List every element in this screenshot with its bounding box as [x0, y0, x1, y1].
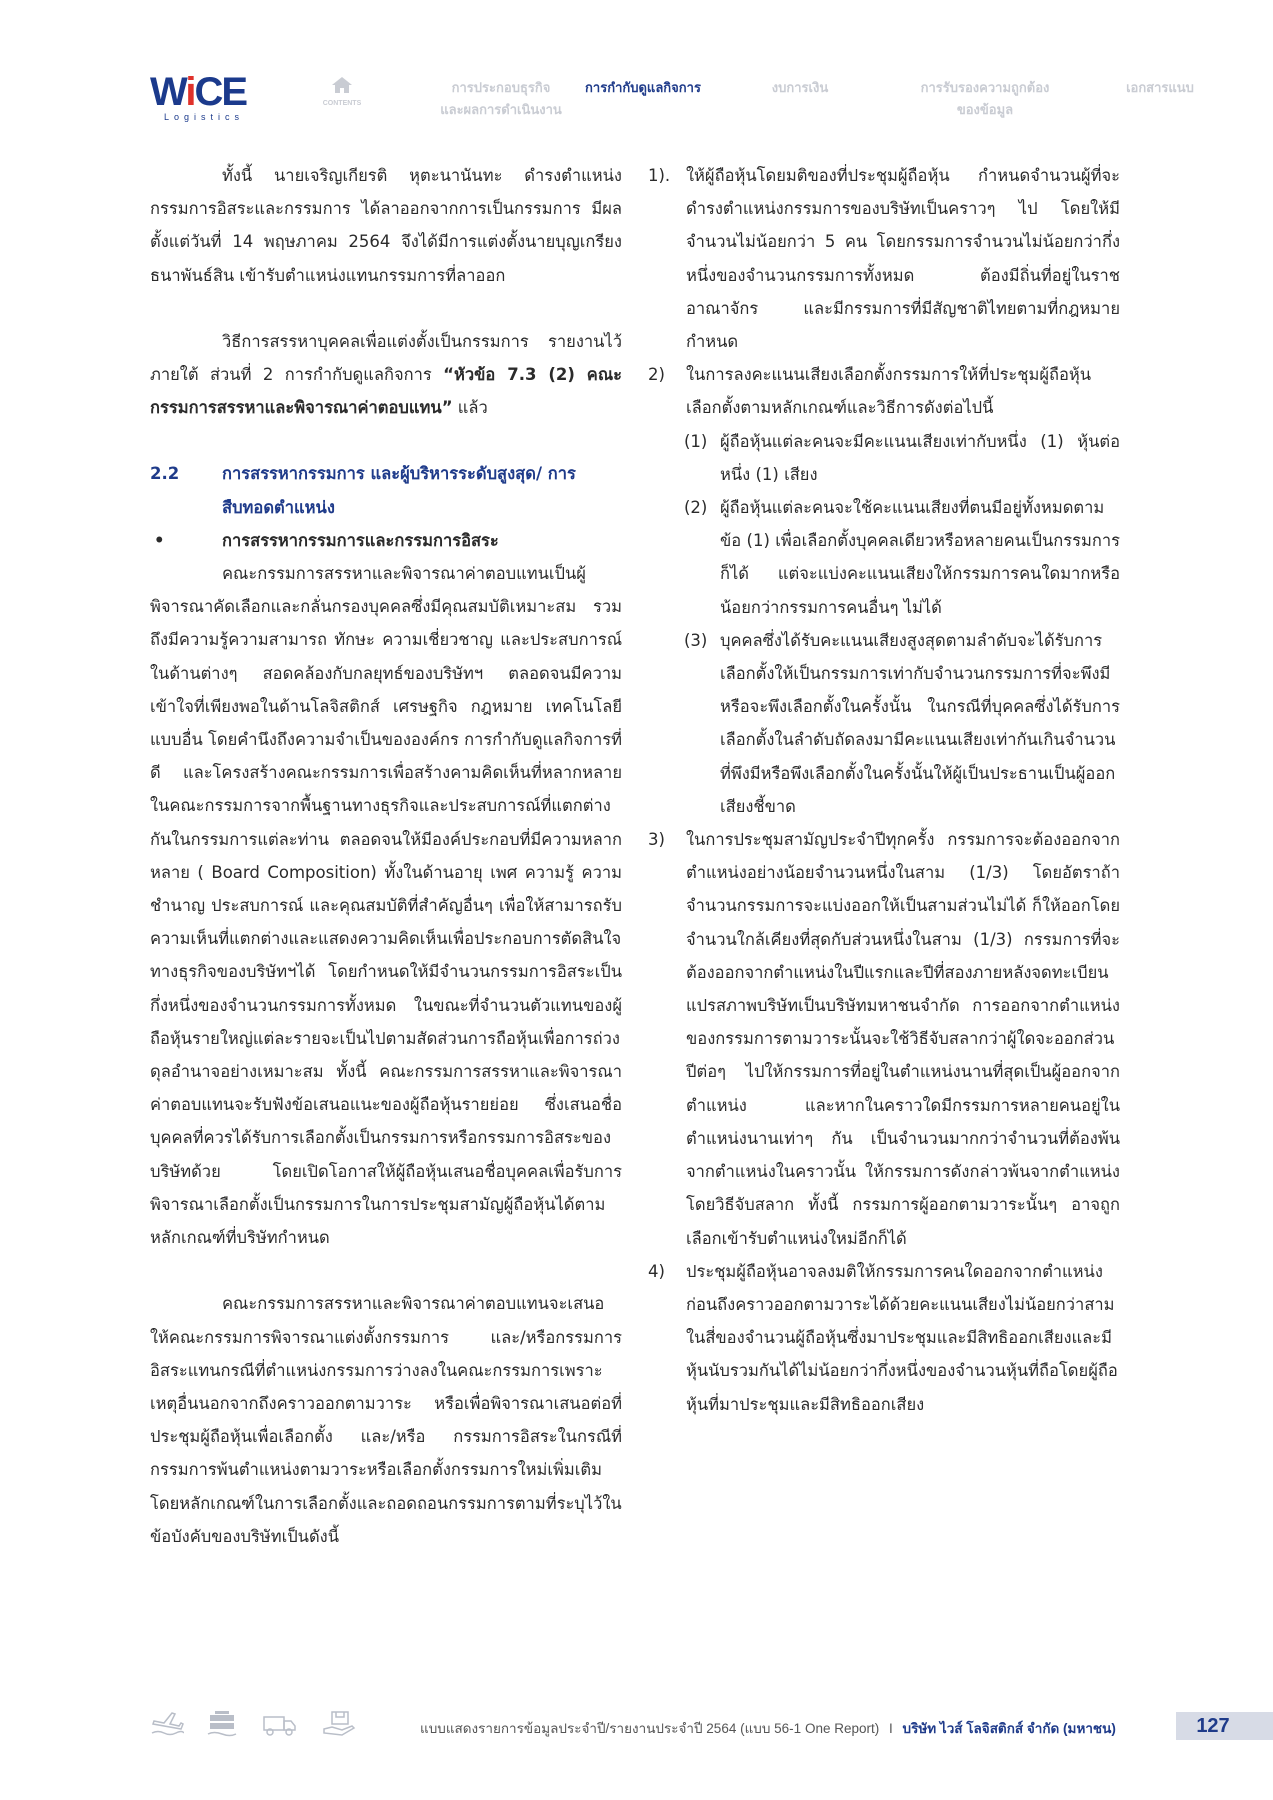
footer-separator: I: [889, 1721, 893, 1736]
logo-wordmark: WiCE: [150, 70, 247, 114]
footer-report-title: แบบแสดงรายการข้อมูลประจำปี/รายงานประจำปี 2564 (แบบ 56-1 One Report) I บริษัท ไวส์ โลจิสติกส์ จำกัด (มหาชน): [420, 1721, 1116, 1736]
paragraph-appointment-process: คณะกรรมการสรรหาและพิจารณาค่าตอบแทนจะเสนอให้คณะกรรมการพิจารณาแต่งตั้งกรรมการ และ/หรือกรรมการอิสระแทนกรณีที่ตำแหน่งกรรมการว่างลงในคณะกรรมการเพราะเหตุอื่นนอกจากถึงคราวออกตามวาระ หรือเพื่อพิจารณาเสนอต่อที่ประชุมผู้ถือหุ้นเพื่อเลือกตั้ง และ/หรือ กรรมการอิสระในกรณีที่กรรมการพ้นตำแหน่งตามวาระหรือเลือกตั้งกรรมการใหม่เพิ่มเติม โดยหลักเกณฑ์ในการเลือกตั้งและถอดถอนกรรมการตามที่ระบุไว้ในข้อบังคับของบริษัทเป็นดังนี้: [150, 1294, 622, 1546]
nav-tab-financial-statements[interactable]: งบการเงิน: [771, 80, 829, 95]
page-number: 127: [1196, 1715, 1230, 1737]
contents-home-button[interactable]: [322, 76, 362, 107]
list-item: 2) ในการลงคะแนนเสียงเลือกตั้งกรรมการให้ที่ประชุมผู้ถือหุ้นเลือกตั้งตามหลักเกณฑ์และวิธีการดังต่อไปนี้: [648, 365, 1092, 418]
sub-list-item: (3) บุคคลซึ่งได้รับคะแนนเสียงสูงสุดตามลำดับจะได้รับการเลือกตั้งให้เป็นกรรมการเท่ากับจำนวนกรรมการที่จะพึงมีหรือจะพึงเลือกตั้งในครั้งนั้น ในกรณีที่บุคคลซึ่งได้รับการเลือกตั้งในลำดับถัดลงมามีคะแนนเสียงเท่ากันเกินจำนวนที่พึงมีหรือพึงเลือกตั้งในครั้งนั้นให้ผู้เป็นประธานเป็นผู้ออกเสียงชี้ขาด: [684, 630, 1120, 816]
list-item: 3) ในการประชุมสามัญประจำปีทุกครั้ง กรรมการจะต้องออกจากตำแหน่งอย่างน้อยจำนวนหนึ่งในสาม (1/3) โดยอัตราถ้าจำนวนกรรมการจะแบ่งออกให้เป็นสามส่วนไม่ได้ ก็ให้ออกโดยจำนวนใกล้เคียงที่สุดกับส่วนหนึ่งในสาม (1/3) กรรมการที่จะต้องออกจากตำแหน่งในปีแรกและปีที่สองภายหลังจดทะเบียนแปรสภาพบริษัทเป็นบริษัทมหาชนจำกัด การออกจากตำแหน่งของกรรมการตามวาระนั้นจะใช้วิธีจับสลากว่าผู้ใดจะออกส่วนปีต่อๆ ไปให้กรรมการที่อยู่ในตำแหน่งนานที่สุดเป็นผู้ออกจากตำแหน่ง และหากในคราวใดมีกรรมการหลายคนอยู่ในตำแหน่งนานเท่าๆ กัน เป็นจำนวนมากกว่าจำนวนที่ต้องพ้นจากตำแหน่งในคราวนั้น ให้กรรมการดังกล่าวพ้นจากตำแหน่งโดยวิธีจับสลาก ทั้งนี้ กรรมการผู้ออกตามวาระนั้นๆ อาจถูกเลือกเข้ารับตำแหน่งใหม่อีกก็ได้: [648, 830, 1120, 1248]
right-column: [648, 159, 1120, 1421]
warehouse-box-icon: [322, 1709, 356, 1739]
footer-company-name: บริษัท ไวส์ โลจิสติกส์ จำกัด (มหาชน): [902, 1721, 1116, 1736]
list-item: 4) ประชุมผู้ถือหุ้นอาจลงมติให้กรรมการคนใดออกจากตำแหน่งก่อนถึงคราวออกตามวาระได้ด้วยคะแนนเสียงไม่น้อยกว่าสามในสี่ของจำนวนผู้ถือหุ้นซึ่งมาประชุมและมีสิทธิออกเสียงและมีหุ้นนับรวมกันได้ไม่น้อยกว่ากึ่งหนึ่งของจำนวนหุ้นที่ถือโดยผู้ถือหุ้นที่มาประชุมและมีสิทธิออกเสียง: [648, 1261, 1118, 1414]
nav-tab-attachments[interactable]: เอกสารแนบ: [1126, 80, 1194, 95]
nav-tab-business[interactable]: การประกอบธุรกิจ และผลการดำเนินงาน: [440, 80, 562, 117]
reference-link-text: “หัวข้อ 7.3 (2) คณะกรรมการสรรหาและพิจารณาค่าตอบแทน”: [150, 365, 622, 418]
bullet-icon: •: [154, 530, 165, 550]
left-column: [150, 159, 622, 1553]
company-logo[interactable]: [150, 70, 247, 122]
contents-label: CONTENTS: [322, 100, 362, 107]
nav-tab-governance[interactable]: การกำกับดูแลกิจการ: [585, 80, 701, 95]
port-crane-icon: [206, 1709, 238, 1739]
truck-icon: [262, 1709, 298, 1739]
nav-tab-certification[interactable]: การรับรองความถูกต้อง ของข้อมูล: [920, 80, 1050, 117]
sub-list-item: (2) ผู้ถือหุ้นแต่ละคนจะใช้คะแนนเสียงที่ตนมีอยู่ทั้งหมดตามข้อ (1) เพื่อเลือกตั้งบุคคลเดียวหรือหลายคนเป็นกรรมการก็ได้ แต่จะแบ่งคะแนนเสียงให้กรรมการคนใดมากหรือน้อยกว่ากรรมการคนอื่นๆ ไม่ได้: [684, 498, 1120, 617]
section-number: 2.2: [150, 464, 180, 484]
sub-list-item: (1) ผู้ถือหุ้นแต่ละคนจะมีคะแนนเสียงเท่ากับหนึ่ง (1) หุ้นต่อหนึ่ง (1) เสียง: [684, 431, 1120, 484]
list-item: 1). ให้ผู้ถือหุ้นโดยมติของที่ประชุมผู้ถือหุ้น กำหนดจำนวนผู้ที่จะดำรงตำแหน่งกรรมการของบริษัทเป็นคราวๆ ไป โดยให้มีจำนวนไม่น้อยกว่า 5 คน โดยกรรมการจำนวนไม่น้อยกว่ากึ่งหนึ่งของจำนวนกรรมการทั้งหมด ต้องมีถิ่นที่อยู่ในราชอาณาจักร และมีกรรมการที่มีสัญชาติไทยตามที่กฎหมายกำหนด: [648, 166, 1120, 352]
logo-subtitle: Logistics: [164, 112, 245, 122]
paragraph-director-resignation: ทั้งนี้ นายเจริญเกียรติ หุตะนานันทะ ดำรงตำแหน่งกรรมการอิสระและกรรมการ ได้ลาออกจากการเป็นกรรมการ มีผลตั้งแต่วันที่ 14 พฤษภาคม 2564 จึงได้มีการแต่งตั้งนายบุญเกรียง ธนาพันธ์สิน เข้ารับตำแหน่งแทนกรรมการที่ลาออก: [150, 166, 622, 285]
bullet-heading: [150, 524, 622, 557]
section-heading-2-2: [150, 457, 622, 523]
paragraph-nomination-criteria: คณะกรรมการสรรหาและพิจารณาค่าตอบแทนเป็นผู้พิจารณาคัดเลือกและกลั่นกรองบุคคลซึ่งมีคุณสมบัติเหมาะสม รวมถึงมีความรู้ความสามารถ ทักษะ ความเชี่ยวชาญ และประสบการณ์ในด้านต่างๆ สอดคล้องกับกลยุทธ์ของบริษัทฯ ตลอดจนมีความเข้าใจที่เพียงพอในด้านโลจิสติกส์ เศรษฐกิจ กฎหมาย เทคโนโลยี แบบอื่น โดยคำนึงถึงความจำเป็นขององค์กร การกำกับดูแลกิจการที่ดี และโครงสร้างคณะกรรมการเพื่อสร้างคามคิดเห็นที่หลากหลายในคณะกรรมการจากพื้นฐานทางธุรกิจและประสบการณ์ที่แตกต่างกันในกรรมการแต่ละท่าน ตลอดจนให้มีองค์ประกอบที่มีความหลากหลาย ( Board Composition) ทั้งในด้านอายุ เพศ ความรู้ ความชำนาญ ประสบการณ์ และคุณสมบัติที่สำคัญอื่นๆ เพื่อให้สามารถรับความเห็นที่แตกต่างและแสดงความคิดเห็นเพื่อประกอบการตัดสินใจทางธุรกิจของบริษัทฯได้ โดยกำหนดให้มีจำนวนกรรมการอิสระเป็นกึ่งหนึ่งของจำนวนกรรมการทั้งหมด ในขณะที่จำนวนตัวแทนของผู้ถือหุ้นรายใหญ่แต่ละรายจะเป็นไปตามสัดส่วนการถือหุ้นเพื่อการถ่วงดุลอำนาจอย่างเหมาะสม ทั้งนี้ คณะกรรมการสรรหาและพิจารณาค่าตอบแทนจะรับฟังข้อเสนอแนะของผู้ถือหุ้นรายย่อย ซึ่งเสนอชื่อบุคคลที่ควรได้รับการเลือกตั้งเป็นกรรมการหรือกรรมการอิสระของบริษัทด้วย โดยเปิดโอกาสให้ผู้ถือหุ้นเสนอชื่อบุคคลเพื่อรับการพิจารณาเลือกตั้งเป็นกรรมการในการประชุมสามัญผู้ถือหุ้นได้ตามหลักเกณฑ์ที่บริษัทกำหนด: [150, 564, 623, 1248]
home-icon: [331, 76, 353, 94]
bullet-title: การสรรหากรรมการและกรรมการอิสระ: [222, 530, 499, 550]
paragraph-nomination-reference: วิธีการสรรหาบุคคลเพื่อแต่งตั้งเป็นกรรมการ รายงานไว้ภายใต้ ส่วนที่ 2 การกำกับดูแลกิจการ “หัวข้อ 7.3 (2) คณะกรรมการสรรหาและพิจารณาค่าตอบแทน” แล้ว: [150, 331, 622, 418]
airplane-ship-icon: [150, 1709, 184, 1739]
section-title: การสรรหากรรมการ และผู้บริหารระดับสูงสุด/ การสืบทอดตำแหน่ง: [222, 464, 576, 517]
